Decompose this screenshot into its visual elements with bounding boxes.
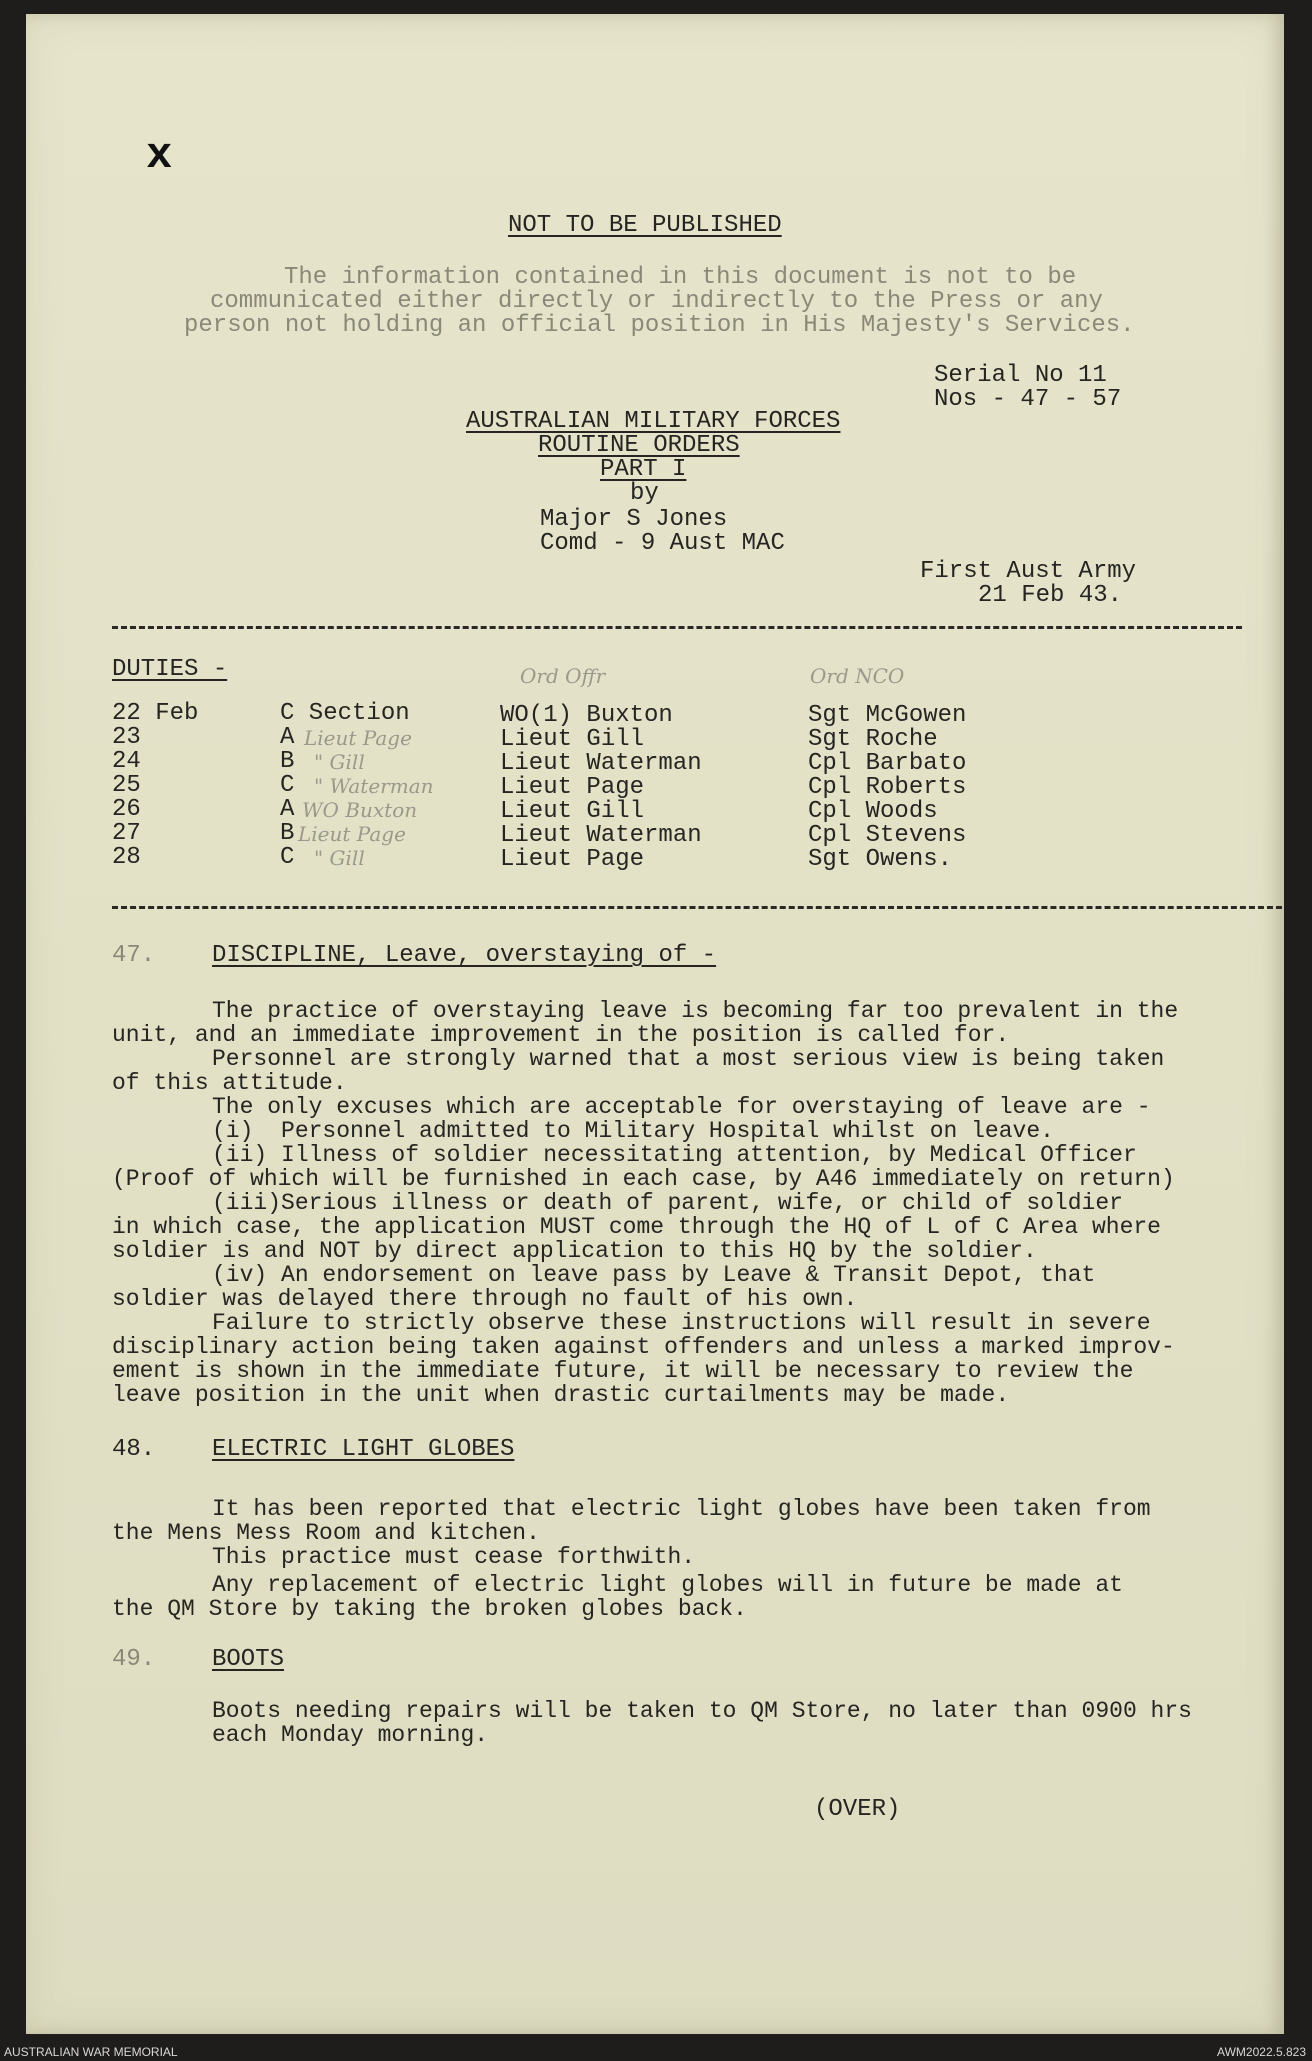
section-line: the Mens Mess Room and kitchen.	[112, 1520, 540, 1546]
duty-note: Lieut Page	[298, 822, 406, 846]
section-line: each Monday morning.	[212, 1722, 489, 1748]
section-line: soldier is and NOT by direct application to this HQ by the soldier.	[112, 1238, 1037, 1264]
section-line: ement is shown in the immediate future, it will be necessary to review the	[112, 1358, 1134, 1384]
over-note: (OVER)	[814, 1796, 901, 1823]
section-line: (i) Personnel admitted to Military Hospital whilst on leave.	[212, 1118, 1054, 1144]
duty-note: Lieut Page	[304, 726, 412, 750]
section-line: Any replacement of electric light globes will in future be made at	[212, 1572, 1123, 1598]
handwritten-mark: x	[146, 131, 173, 181]
footer-credit: AUSTRALIAN WAR MEMORIAL	[4, 2045, 178, 2059]
notice-line-2: communicated either directly or indirectly to the Press or any	[210, 288, 1103, 315]
section-line: soldier was delayed there through no fault of his own.	[112, 1286, 858, 1312]
duty-note: " Gill	[314, 750, 365, 774]
duty-nco: Sgt McGowen	[808, 702, 967, 729]
section-line: (Proof of which will be furnished in each case, by A46 immediately on return)	[112, 1166, 1175, 1192]
section-line: unit, and an immediate improvement in the position is called for.	[112, 1022, 1010, 1048]
duty-note: WO Buxton	[302, 798, 418, 822]
duty-officer: WO(1) Buxton	[500, 702, 673, 729]
issuing-officer: Major S Jones	[540, 506, 728, 533]
formation-name: First Aust Army	[920, 558, 1137, 585]
issuing-command: Comd - 9 Aust MAC	[540, 530, 785, 557]
duty-day: 25	[112, 772, 141, 799]
not-published-heading: NOT TO BE PUBLISHED	[508, 212, 782, 239]
issue-date: 21 Feb 43.	[978, 582, 1123, 609]
section-line: of this attitude.	[112, 1070, 347, 1096]
section-line: disciplinary action being taken against offenders and unless a marked improv-	[112, 1334, 1175, 1360]
section-line: in which case, the application MUST come through the HQ of L of C Area where	[112, 1214, 1161, 1240]
duty-day: 24	[112, 748, 141, 775]
section-line: (ii) Illness of soldier necessitating attention, by Medical Officer	[212, 1142, 1137, 1168]
duty-officer: Lieut Page	[500, 846, 645, 873]
footer-accession: AWM2022.5.823	[1217, 2045, 1306, 2059]
section-line: It has been reported that electric light globes have been taken from	[212, 1496, 1151, 1522]
duty-nco: Cpl Woods	[808, 798, 938, 825]
section-line: the QM Store by taking the broken globes back.	[112, 1596, 747, 1622]
duty-day: 26	[112, 796, 141, 823]
divider-top	[112, 626, 1242, 629]
notice-line-3: person not holding an official position in His Majesty's Services.	[184, 312, 1135, 339]
duty-day: 27	[112, 820, 141, 847]
section-number: 48.	[112, 1436, 156, 1463]
section-line: (iv) An endorsement on leave pass by Leave & Transit Depot, that	[212, 1262, 1096, 1288]
duty-day: 22 Feb	[112, 700, 199, 727]
handwritten-ord-nco: Ord NCO	[810, 664, 905, 688]
title-routine-orders: ROUTINE ORDERS	[538, 432, 740, 459]
duty-section: A	[280, 796, 295, 823]
duty-note: " Waterman	[314, 774, 434, 798]
title-part: PART I	[600, 456, 687, 483]
title-forces: AUSTRALIAN MILITARY FORCES	[466, 408, 841, 435]
duty-nco: Cpl Stevens	[808, 822, 967, 849]
section-title: ELECTRIC LIGHT GLOBES	[212, 1436, 515, 1463]
duty-section: B	[280, 820, 295, 847]
duties-heading: DUTIES -	[112, 656, 228, 683]
duty-officer: Lieut Gill	[500, 798, 645, 825]
document-page	[26, 14, 1284, 2034]
section-line: Boots needing repairs will be taken to QM Store, no later than 0900 hrs	[212, 1698, 1192, 1724]
notice-line-1: The information contained in this document is not to be	[284, 264, 1077, 291]
duty-day: 23	[112, 724, 141, 751]
serial-number: Serial No 11	[934, 362, 1107, 389]
section-line: The only excuses which are acceptable for overstaying of leave are -	[212, 1094, 1151, 1120]
section-line: The practice of overstaying leave is becoming far too prevalent in the	[212, 998, 1179, 1024]
duty-nco: Sgt Owens.	[808, 846, 953, 873]
section-line: (iii)Serious illness or death of parent, wife, or child of soldier	[212, 1190, 1123, 1216]
duty-nco: Cpl Roberts	[808, 774, 967, 801]
order-numbers: Nos - 47 - 57	[934, 386, 1122, 413]
duty-day: 28	[112, 844, 141, 871]
duty-note: " Gill	[314, 846, 365, 870]
duty-officer: Lieut Waterman	[500, 822, 702, 849]
section-line: This practice must cease forthwith.	[212, 1544, 696, 1570]
section-line: Personnel are strongly warned that a most serious view is being taken	[212, 1046, 1165, 1072]
duty-officer: Lieut Waterman	[500, 750, 702, 777]
section-line: leave position in the unit when drastic curtailments may be made.	[112, 1382, 1010, 1408]
section-line: Failure to strictly observe these instructions will result in severe	[212, 1310, 1151, 1336]
duty-section: C	[280, 844, 295, 871]
section-number: 47.	[112, 942, 156, 969]
duty-officer: Lieut Gill	[500, 726, 645, 753]
section-number: 49.	[112, 1646, 156, 1673]
duty-nco: Sgt Roche	[808, 726, 938, 753]
duty-section: A	[280, 724, 295, 751]
duty-section: B	[280, 748, 295, 775]
section-title: BOOTS	[212, 1646, 285, 1673]
section-title: DISCIPLINE, Leave, overstaying of -	[212, 942, 717, 969]
handwritten-ord-offr: Ord Offr	[520, 664, 606, 688]
title-by: by	[630, 480, 659, 507]
duty-section: C Section	[280, 700, 410, 727]
duty-officer: Lieut Page	[500, 774, 645, 801]
duty-nco: Cpl Barbato	[808, 750, 967, 777]
duty-section: C	[280, 772, 295, 799]
divider-middle	[112, 906, 1282, 909]
